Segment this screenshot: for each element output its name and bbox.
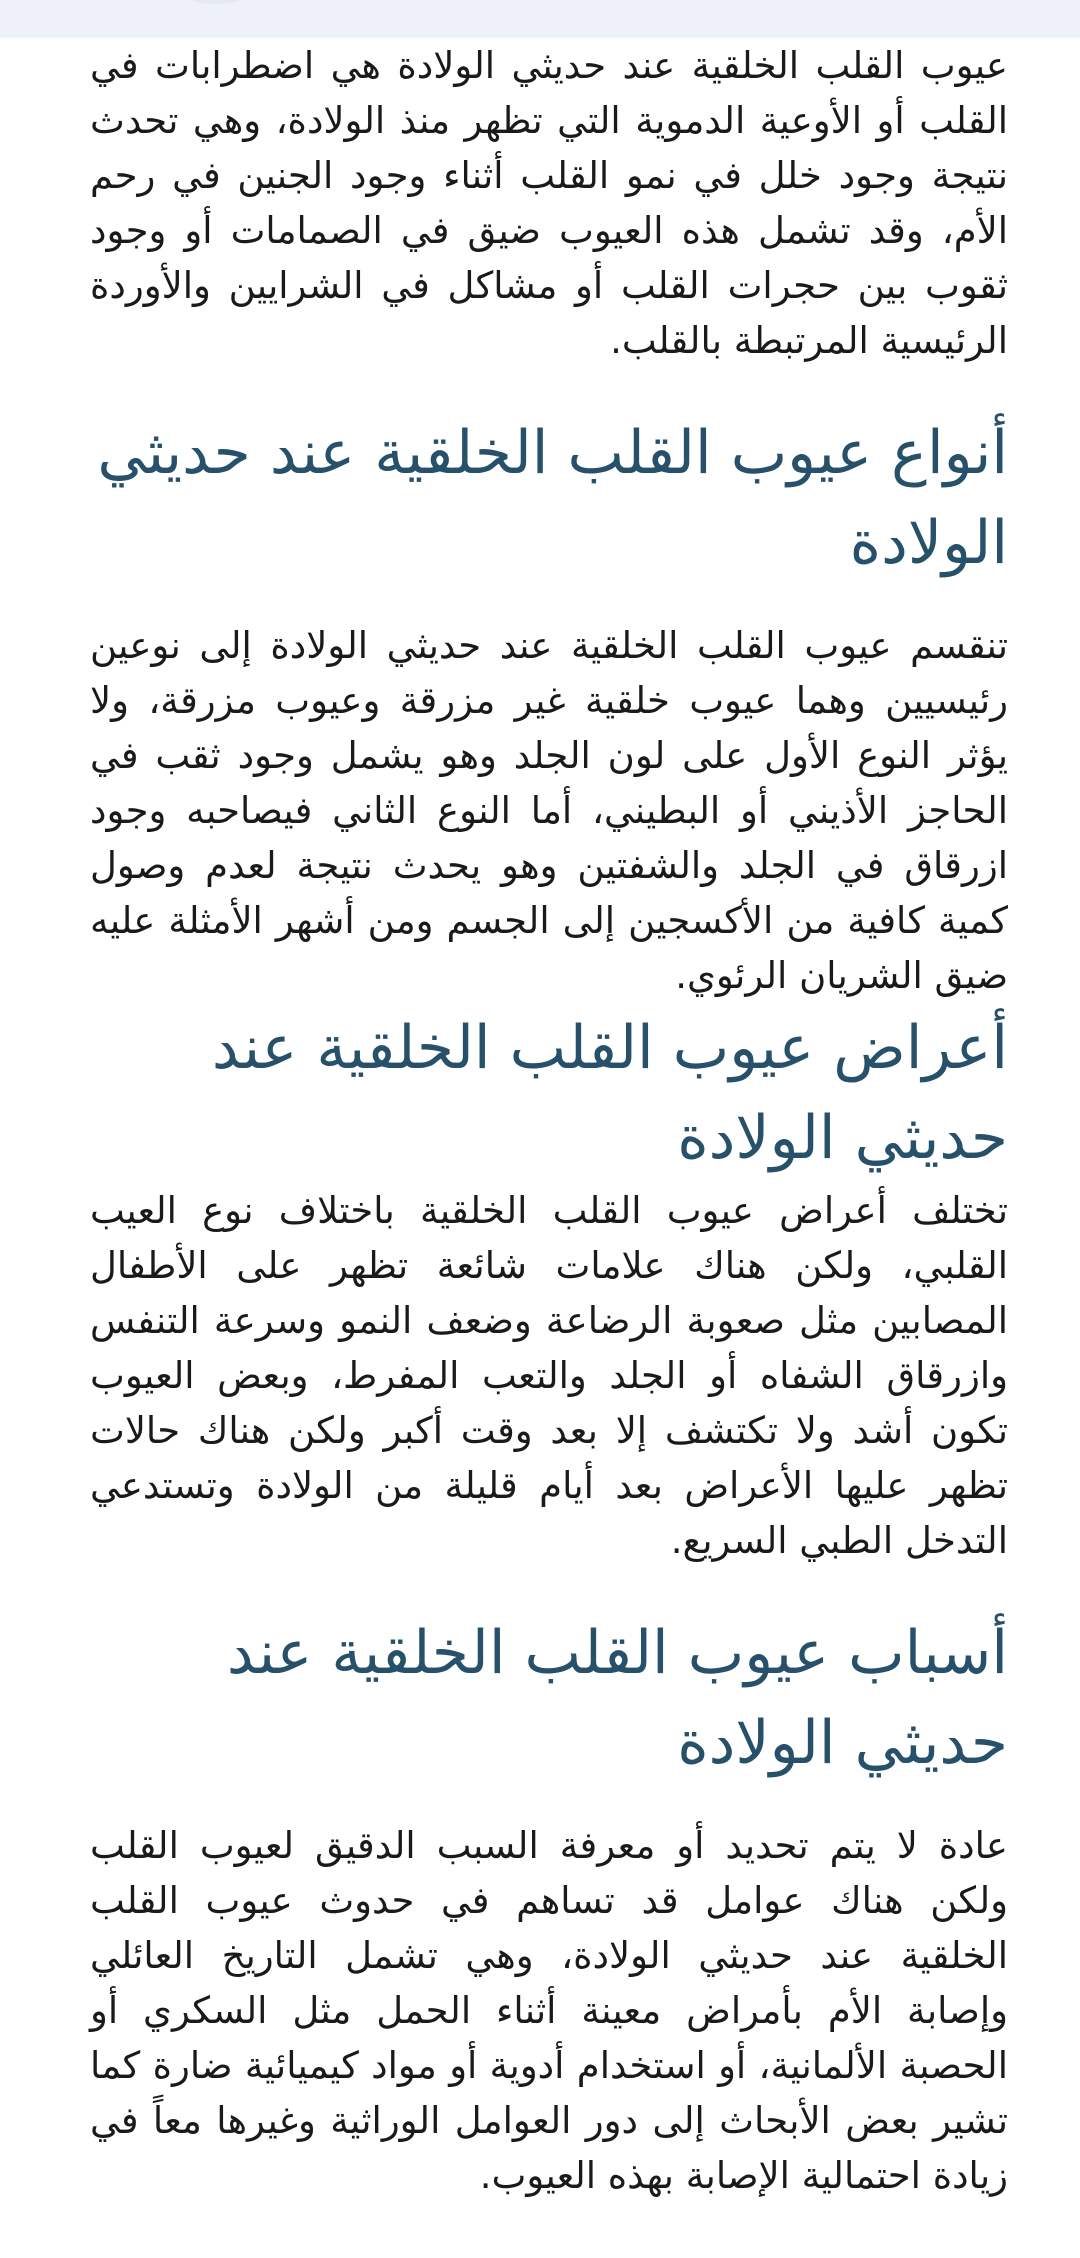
bottom-fade — [0, 2234, 1080, 2258]
top-header-strip — [0, 0, 1080, 38]
section-heading-causes: أسباب عيوب القلب الخلقية عند حديثي الولادة — [226, 1618, 1008, 1778]
section-heading-symptoms: أعراض عيوب القلب الخلقية عند حديثي الولادة — [211, 1013, 1008, 1173]
article-body — [90, 38, 1008, 2203]
intro-paragraph: عيوب القلب الخلقية عند حديثي الولادة هي اضطرابات في القلب أو الأوعية الدموية التي تظهر منذ الولادة، وهي تحدث نتيجة وجود خلل في نمو القلب أثناء وجود الجنين في رحم الأم، وقد تشمل هذه العيوب ضيق في الصمامات أو وجود ثقوب بين حجرات القلب أو مشاكل في الشرايين والأوردة الرئيسية المرتبطة بالقلب. — [90, 44, 1008, 362]
types-paragraph: تنقسم عيوب القلب الخلقية عند حديثي الولادة إلى نوعين رئيسيين وهما عيوب خلقية غير مزرقة وعيوب مزرقة، ولا يؤثر النوع الأول على لون الجلد وهو يشمل وجود ثقب في الحاجز الأذيني أو البطيني، أما النوع الثاني فيصاحبه وجود ازرقاق في الجلد والشفتين وهو يحدث نتيجة لعدم وصول كمية كافية من الأكسجين إلى الجسم ومن أشهر الأمثلة عليه ضيق الشريان الرئوي. — [90, 624, 1008, 997]
header-decoration — [170, 0, 260, 4]
section-heading-types: أنواع عيوب القلب الخلقية عند حديثي الولادة — [97, 418, 1008, 578]
causes-paragraph: عادة لا يتم تحديد أو معرفة السبب الدقيق لعيوب القلب ولكن هناك عوامل قد تساهم في حدوث عيوب القلب الخلقية عند حديثي الولادة، وهي تشمل التاريخ العائلي وإصابة الأم بأمراض معينة أثناء الحمل مثل السكري أو الحصبة الألمانية، أو استخدام أدوية أو مواد كيميائية ضارة كما تشير بعض الأبحاث إلى دور العوامل الوراثية وغيرها معاً في زيادة احتمالية الإصابة بهذه العيوب. — [90, 1824, 1008, 2197]
symptoms-paragraph: تختلف أعراض عيوب القلب الخلقية باختلاف نوع العيب القلبي، ولكن هناك علامات شائعة تظهر على الأطفال المصابين مثل صعوبة الرضاعة وضعف النمو وسرعة التنفس وازرقاق الشفاه أو الجلد والتعب المفرط، وبعض العيوب تكون أشد ولا تكتشف إلا بعد وقت أكبر ولكن هناك حالات تظهر عليها الأعراض بعد أيام قليلة من الولادة وتستدعي التدخل الطبي السريع. — [90, 1189, 1008, 1562]
